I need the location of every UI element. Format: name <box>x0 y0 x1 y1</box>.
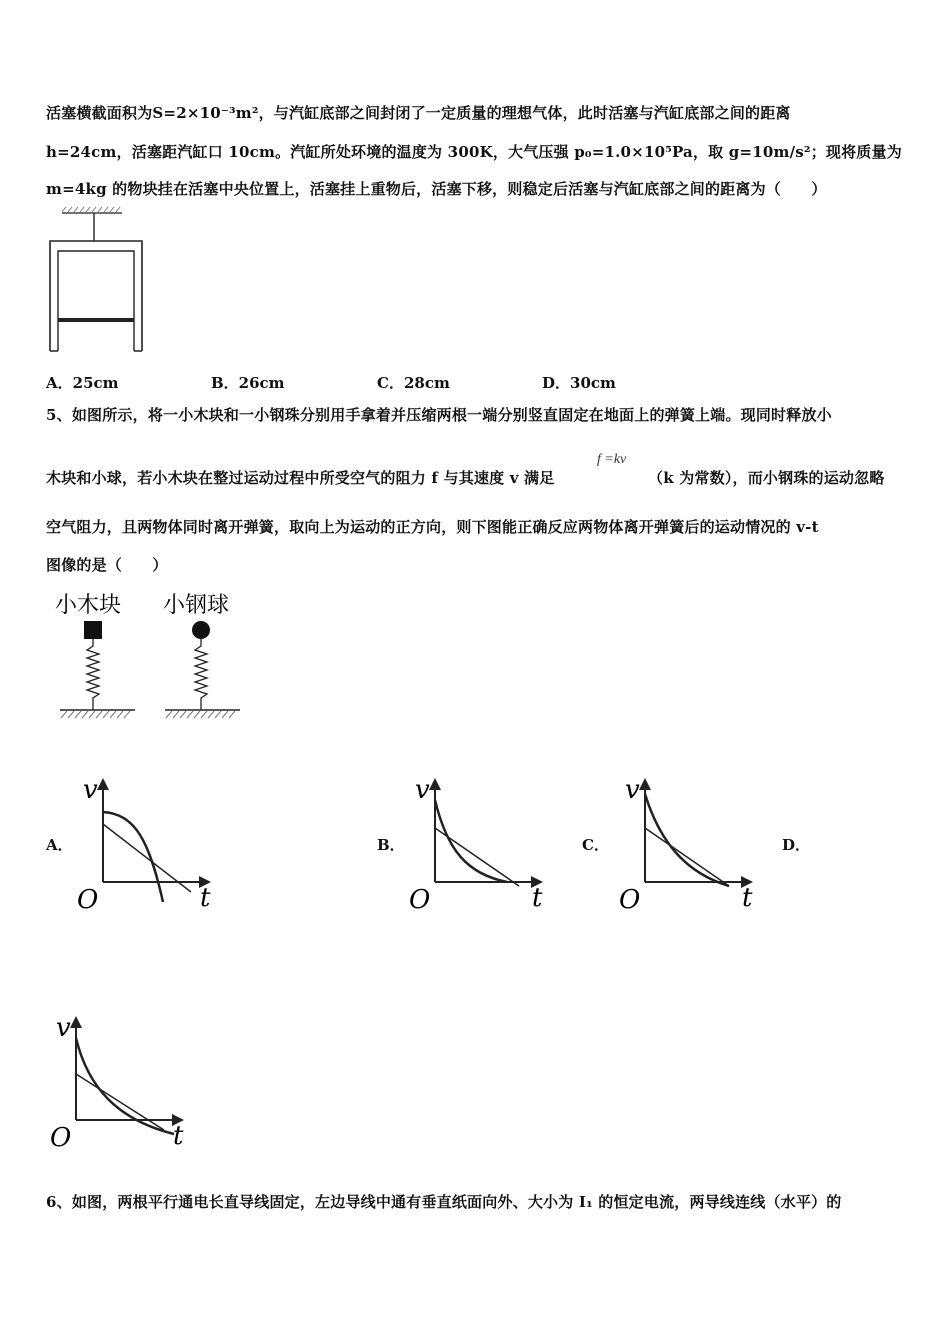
steel-ball <box>192 621 210 639</box>
springs-figure <box>55 588 255 728</box>
q5-option-c-label[interactable]: C． <box>582 836 609 854</box>
q4-option-d[interactable]: D．30cm <box>542 374 616 392</box>
axis-t-label: t <box>532 883 543 913</box>
q5-graph-b <box>407 770 552 915</box>
q5-option-a-label[interactable]: A． <box>46 836 73 854</box>
q5-option-b-label[interactable]: B． <box>377 836 405 854</box>
q5-graph-c <box>617 770 762 915</box>
axis-o-label: O <box>409 885 431 915</box>
q5-text-line-4: 图像的是（ ） <box>46 556 168 574</box>
axis-v-label: v <box>56 1013 71 1043</box>
q5-text-line-1: 5、如图所示，将一小木块和一小钢珠分别用手拿着并压缩两根一端分别竖直固定在地面上的弹簧上端。现同时释放小 <box>46 406 832 424</box>
q4-option-b[interactable]: B．26cm <box>211 374 285 392</box>
axis-v-label: v <box>83 775 98 805</box>
spring-label-wood: 小木块 <box>55 593 122 618</box>
axis-t-label: t <box>200 883 211 913</box>
q5-option-d-label[interactable]: D． <box>782 836 811 854</box>
spring-label-steel: 小钢球 <box>163 593 230 618</box>
axis-o-label: O <box>619 885 641 915</box>
q4-text-line-3: m=4kg 的物块挂在活塞中央位置上，活塞挂上重物后，活塞下移，则稳定后活塞与汽缸底部之间的距离为（ ） <box>46 180 827 198</box>
axis-t-label: t <box>742 883 753 913</box>
cylinder-figure <box>44 205 154 360</box>
q4-option-a[interactable]: A．25cm <box>46 374 119 392</box>
wood-block <box>84 621 102 639</box>
q5-formula: f =kv <box>597 452 627 467</box>
q5-text-line-3: 空气阻力，且两物体同时离开弹簧，取向上为运动的正方向，则下图能正确反应两物体离开弹簧后的运动情况的 v-t <box>46 518 819 536</box>
q5-text-line-2a: 木块和小球，若小木块在整过运动过程中所受空气的阻力 f 与其速度 v 满足 <box>46 469 555 487</box>
axis-o-label: O <box>77 885 99 915</box>
q4-text-line-1: 活塞横截面积为S=2×10⁻³m²，与汽缸底部之间封闭了一定质量的理想气体，此时活塞与汽缸底部之间的距离 <box>46 104 791 122</box>
q6-text-line-1: 6、如图，两根平行通电长直导线固定，左边导线中通有垂直纸面向外、大小为 I₁ 的恒定电流，两导线连线（水平）的 <box>46 1193 842 1211</box>
q4-text-line-2: h=24cm，活塞距汽缸口 10cm。汽缸所处环境的温度为 300K，大气压强 p₀=1.0×10⁵Pa，取 g=10m/s²；现将质量为 <box>46 143 902 161</box>
axis-v-label: v <box>625 775 640 805</box>
q5-graph-d <box>48 1008 193 1153</box>
q4-option-c[interactable]: C．28cm <box>377 374 450 392</box>
q5-graph-a <box>75 770 220 915</box>
axis-t-label: t <box>173 1121 184 1151</box>
axis-v-label: v <box>415 775 430 805</box>
axis-o-label: O <box>50 1123 72 1153</box>
q5-text-line-2b: （k 为常数），而小钢珠的运动忽略 <box>648 469 885 487</box>
